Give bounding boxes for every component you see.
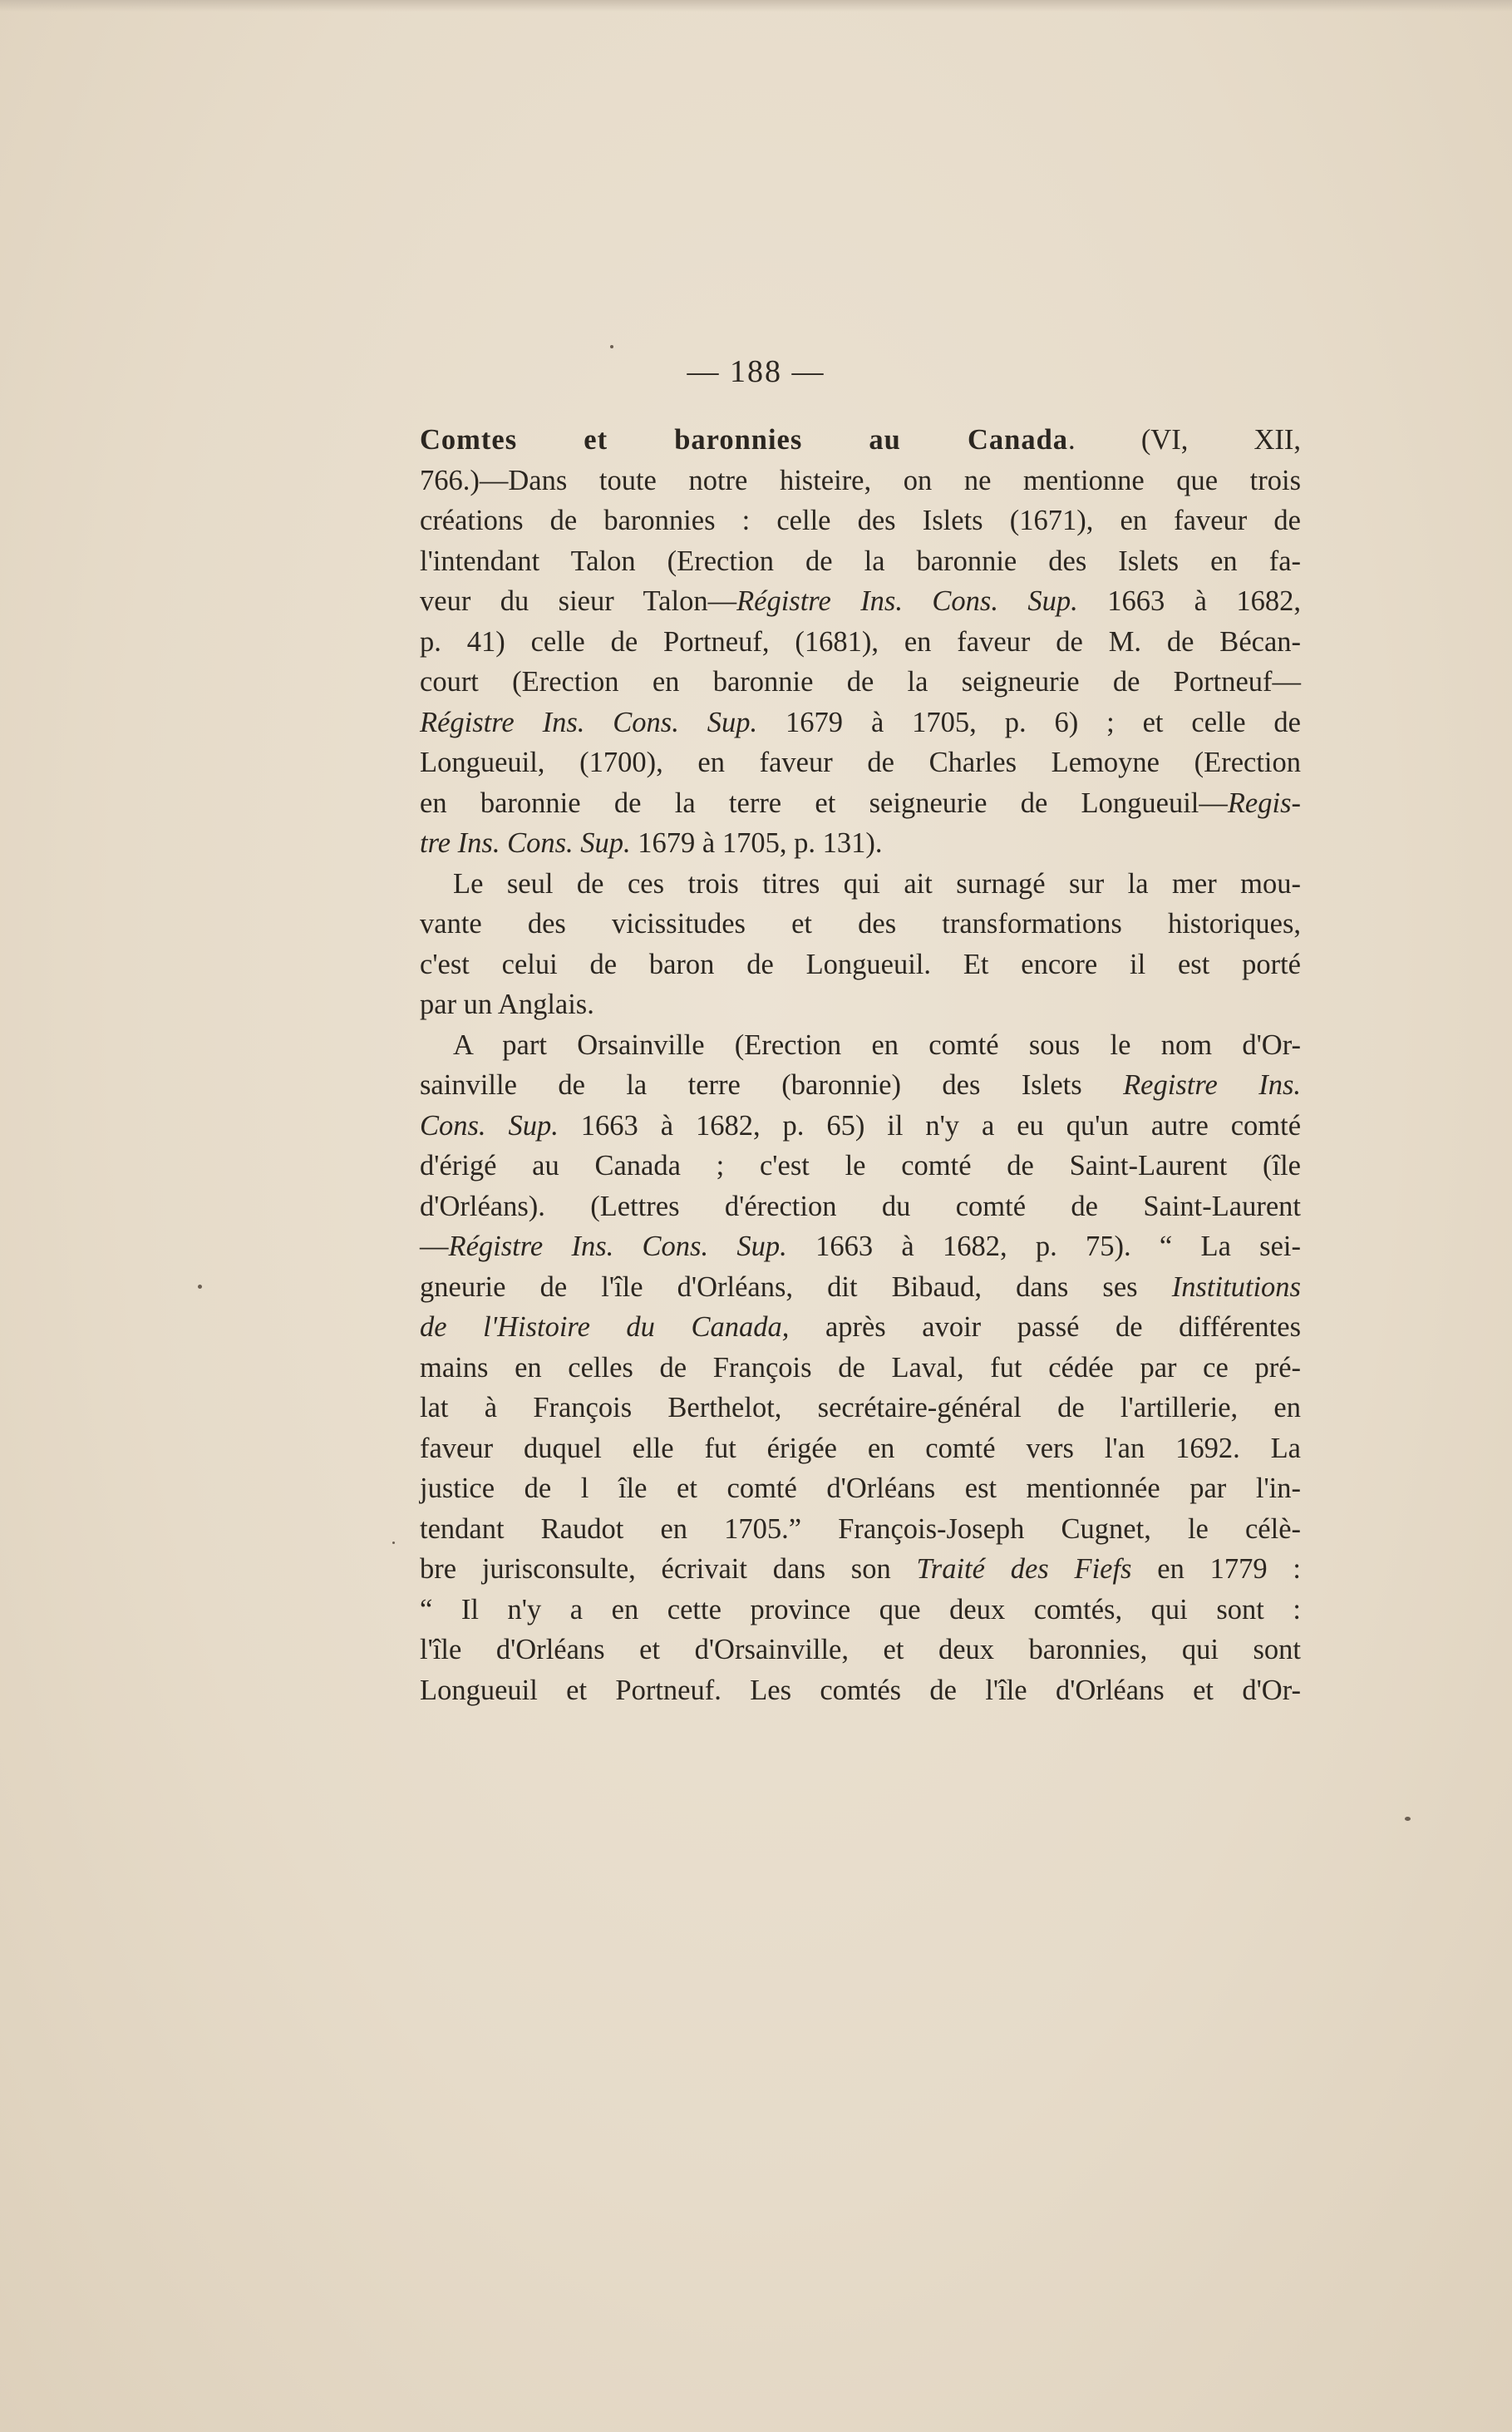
text-segment: c'est celui de baron de Longueuil. Et encore il est porté: [420, 948, 1301, 980]
text-segment: vante des vicissitudes et des transformations historiques,: [420, 908, 1301, 940]
italic-citation: Cons. Sup.: [420, 1109, 559, 1142]
body-text: [420, 420, 1301, 1710]
italic-citation: tre Ins. Cons. Sup.: [420, 827, 631, 859]
text-segment: —: [420, 1231, 449, 1262]
text-segment: en baronnie de la terre et seigneurie de Longueuil—: [420, 787, 1228, 819]
text-line: [420, 945, 1301, 985]
text-segment: justice de l île et comté d'Orléans est mentionnée par l'in-: [420, 1473, 1301, 1504]
text-line: [420, 541, 1301, 582]
text-segment: en 1779 :: [1131, 1553, 1301, 1585]
italic-citation: Traité des Fiefs: [916, 1553, 1132, 1585]
text-line: [420, 420, 1301, 461]
text-segment: d'Orléans). (Lettres d'érection du comté de Saint-Laurent: [420, 1190, 1301, 1222]
italic-citation: de l'Histoire du Canada,: [420, 1311, 790, 1343]
page-top-edge: [0, 0, 1512, 12]
text-line: [420, 1186, 1301, 1227]
italic-citation: Institutions: [1171, 1270, 1301, 1303]
text-line: [420, 1226, 1301, 1267]
text-segment: lat à François Berthelot, secrétaire-général de l'artillerie, en: [420, 1392, 1301, 1423]
text-segment: faveur duquel elle fut érigée en comté vers l'an 1692. La: [420, 1432, 1301, 1464]
text-line: [420, 501, 1301, 541]
italic-citation: Régistre Ins. Cons. Sup.: [448, 1231, 787, 1262]
text-line: [420, 1388, 1301, 1428]
text-segment: après avoir passé de différentes: [789, 1311, 1301, 1343]
text-line: [420, 1348, 1301, 1389]
text-segment: sainville de la terre (baronnie) des Islets: [420, 1069, 1124, 1101]
text-segment: d'érigé au Canada ; c'est le comté de Saint-Laurent (île: [420, 1150, 1301, 1181]
text-line: [420, 904, 1301, 945]
text-segment: court (Erection en baronnie de la seigneurie de Portneuf—: [420, 666, 1301, 698]
text-segment: 1679 à 1705, p. 6) ; et celle de: [757, 706, 1301, 738]
text-segment: 1663 à 1682,: [1077, 585, 1301, 617]
text-segment: tendant Raudot en 1705.” François-Joseph Cugnet, le célè-: [420, 1512, 1301, 1545]
text-line: [420, 1106, 1301, 1147]
text-segment: l'île d'Orléans et d'Orsainville, et deux baronnies, qui sont: [420, 1634, 1301, 1665]
text-line: [420, 1307, 1301, 1348]
text-segment: Le seul de ces trois titres qui ait surnagé sur la mer mou-: [453, 867, 1301, 900]
text-line: [420, 1146, 1301, 1186]
text-segment: 766.)—Dans toute notre histeire, on ne mentionne que trois: [420, 464, 1301, 496]
text-segment: 1663 à 1682, p. 75). “ La sei-: [786, 1231, 1301, 1262]
italic-citation: Régistre Ins. Cons. Sup.: [736, 585, 1078, 617]
italic-citation: Registre Ins.: [1123, 1069, 1302, 1101]
text-line: [420, 1065, 1301, 1106]
text-line: [420, 703, 1301, 743]
text-line: [420, 742, 1301, 783]
text-segment: p. 41) celle de Portneuf, (1681), en faveur de M. de Bécan-: [420, 625, 1301, 658]
paper-speck: [198, 1285, 202, 1289]
italic-citation: Regis-: [1227, 787, 1301, 819]
text-segment: Longueuil et Portneuf. Les comtés de l'île d'Orléans et d'Or-: [420, 1674, 1301, 1706]
text-segment: bre jurisconsulte, écrivait dans son: [420, 1553, 917, 1585]
text-line: [420, 783, 1301, 824]
text-segment: par un Anglais.: [420, 989, 594, 1020]
text-line: [420, 461, 1301, 501]
text-line: [420, 1670, 1301, 1711]
text-segment: A part Orsainville (Erection en comté sous le nom d'Or-: [453, 1029, 1301, 1061]
paper-speck: [610, 345, 613, 348]
page-number: — 188 —: [687, 354, 825, 389]
text-line: [420, 1630, 1301, 1670]
text-line: [420, 1428, 1301, 1469]
text-segment: veur du sieur Talon—: [420, 585, 737, 617]
text-line: [420, 1468, 1301, 1509]
text-line: [420, 662, 1301, 703]
text-segment: 1679 à 1705, p. 131).: [630, 827, 883, 859]
text-line: [420, 581, 1301, 622]
text-segment: mains en celles de François de Laval, fut cédée par ce pré-: [420, 1351, 1301, 1384]
text-line: [420, 984, 1301, 1025]
text-segment: gneurie de l'île d'Orléans, dit Bibaud, dans ses: [420, 1270, 1172, 1303]
text-line: [420, 1549, 1301, 1590]
text-segment: . (VI, XII,: [1068, 424, 1301, 456]
text-segment: “ Il n'y a en cette province que deux comtés, qui sont :: [420, 1593, 1301, 1625]
text-line: [420, 1267, 1301, 1308]
text-segment: Longueuil, (1700), en faveur de Charles Lemoyne (Erection: [420, 747, 1301, 778]
paper-speck: [1405, 1817, 1411, 1821]
paper-speck: [392, 1542, 395, 1544]
italic-citation: Régistre Ins. Cons. Sup.: [420, 706, 758, 738]
text-segment: l'intendant Talon (Erection de la baronnie des Islets en fa-: [420, 545, 1301, 577]
text-line: [420, 622, 1301, 663]
text-segment: créations de baronnies : celle des Islets (1671), en faveur de: [420, 505, 1301, 536]
text-line: [420, 1509, 1301, 1550]
section-heading: Comtes et baronnies au Canada: [420, 424, 1069, 456]
text-line: [420, 1590, 1301, 1630]
text-line: [420, 1025, 1301, 1066]
text-segment: 1663 à 1682, p. 65) il n'y a eu qu'un autre comté: [558, 1109, 1302, 1142]
text-line: [420, 864, 1301, 905]
text-line: [420, 823, 1301, 864]
